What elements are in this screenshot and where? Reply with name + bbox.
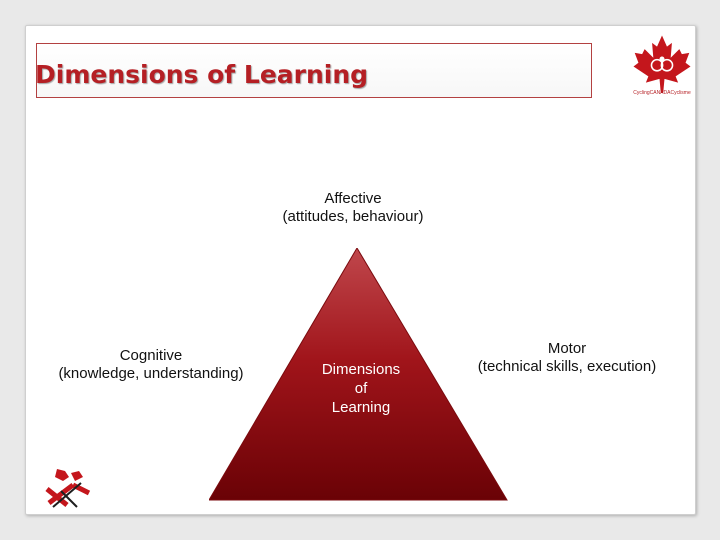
cognitive-title: Cognitive xyxy=(119,347,183,364)
slide-title: Dimensions of Learning xyxy=(35,60,369,89)
athlete-graphic xyxy=(43,467,93,511)
cognitive-detail: (knowledge, understanding) xyxy=(58,365,244,382)
affective-title: Affective xyxy=(324,190,382,207)
athlete-icon xyxy=(43,467,93,511)
maple-leaf-graphic xyxy=(631,33,693,95)
motor-detail: (technical skills, execution) xyxy=(477,358,657,375)
affective-label xyxy=(243,190,463,226)
center-label xyxy=(313,360,409,417)
center-label-line3: Learning xyxy=(331,399,391,416)
affective-detail: (attitudes, behaviour) xyxy=(282,208,424,225)
logo-caption: CyclingCANADACyclisme xyxy=(633,90,691,96)
center-label-line1: Dimensions xyxy=(321,361,401,378)
center-label-line2: of xyxy=(354,380,368,397)
slide xyxy=(25,25,696,515)
motor-title: Motor xyxy=(547,340,587,357)
